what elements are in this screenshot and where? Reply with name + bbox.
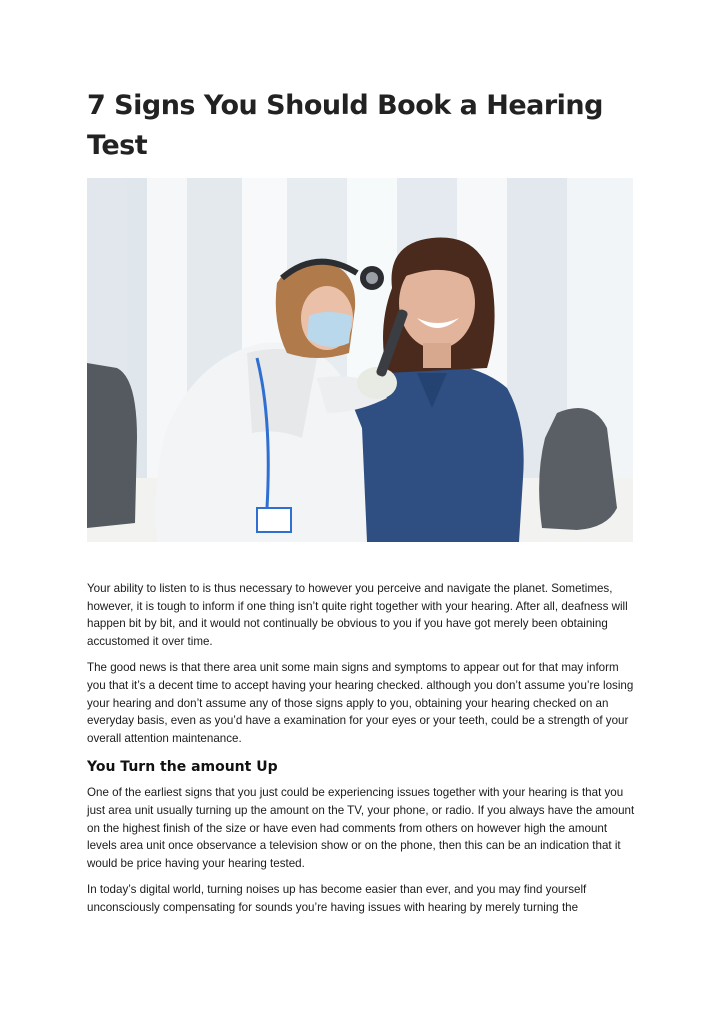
section-heading: You Turn the amount Up [87, 759, 278, 776]
paragraph-1: Your ability to listen to is thus necessary to however you perceive and navigate the planet. Sometimes, however, it is tough to inform if one thing isn’t quite right together with your hearing. After all, deafness will happen bit by bit, and it would not continually be obvious to you if you have got merely been obtaining accustomed it over time. [87, 582, 628, 648]
section-paragraph-2: In today’s digital world, turning noises up has become easier than ever, and you may find yourself unconsciously compensating for sounds you’re having issues with hearing by merely turning the [87, 883, 587, 914]
section-paragraph-1: One of the earliest signs that you just could be experiencing issues together with your hearing is that you just area unit usually turning up the amount on the TV, your phone, or radio. If you always have the amount on the highest finish of the size or have even had comments from others on however high the amount levels area unit once observance a television show or on the phone, then this can be an indication that it would be price having your hearing tested. [87, 786, 635, 870]
article-body [87, 580, 635, 926]
paragraph-2: The good news is that there area unit some main signs and symptoms to appear out for that may inform you that it’s a decent time to accept having your hearing checked. although you don’t assume you’re losing your hearing and don’t assume any of those signs apply to you, obtaining your hearing checked on an everyday basis, even as you’d have a examination for your eyes or your teeth, could be a strength of your overall attention maintenance. [87, 661, 634, 745]
article-title: 7 Signs You Should Book a Hearing Test [87, 90, 603, 161]
hearing-exam-photo [87, 178, 633, 542]
